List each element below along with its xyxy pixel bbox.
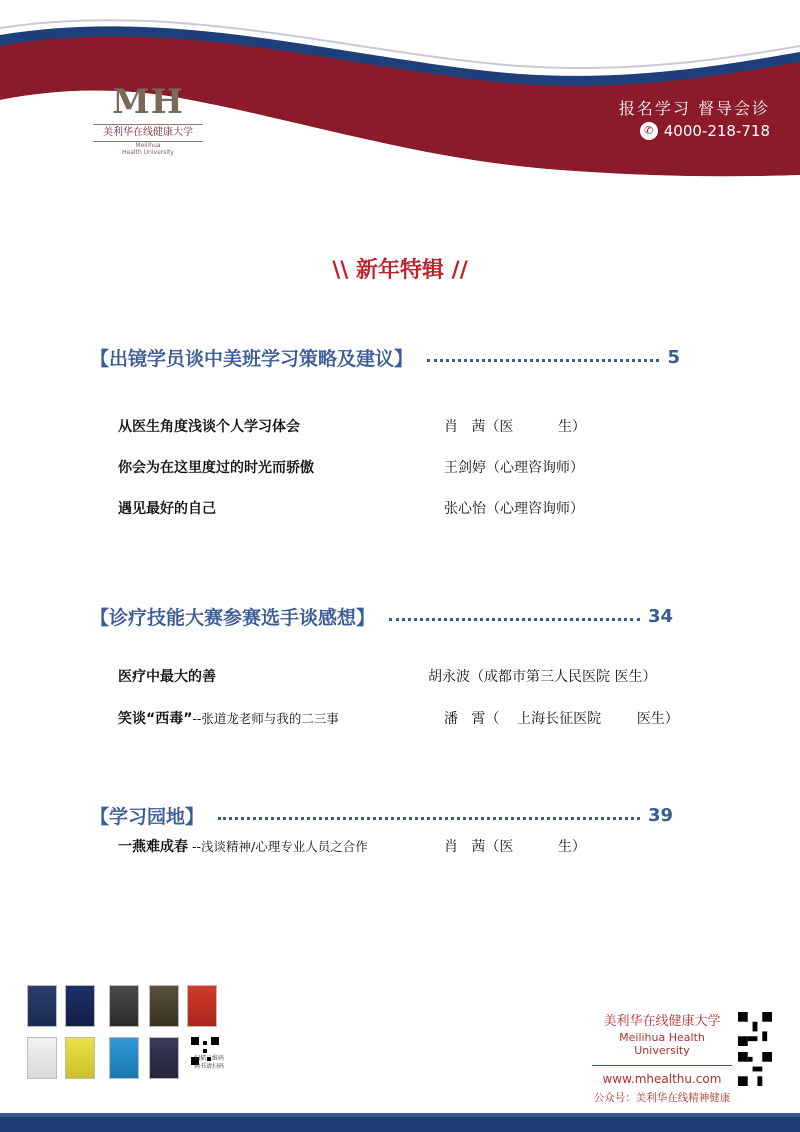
book-cover[interactable] — [65, 1037, 95, 1079]
toc-section[interactable] — [90, 601, 673, 631]
book-cover[interactable] — [27, 1037, 57, 1079]
header-phone[interactable] — [640, 122, 770, 140]
section-heading: 【学习园地】 — [90, 805, 205, 828]
footer-university-name: 美利华在线健康大学 — [603, 1014, 721, 1029]
dot-leader — [218, 817, 640, 820]
footer-wechat: 公众号：美利华在线精神健康 — [593, 1092, 731, 1104]
article-title: 从医生角度浅谈个人学习体会 — [118, 419, 300, 435]
book-cover[interactable] — [109, 985, 139, 1027]
section-page-number: 34 — [647, 605, 673, 627]
book-cover[interactable] — [187, 985, 217, 1027]
toc-article[interactable] — [0, 416, 800, 440]
header-slogan: 报名学习 督导会诊 — [618, 99, 770, 118]
article-subtitle: --浅谈精神/心理专业人员之合作 — [188, 839, 368, 854]
section-heading: 【诊疗技能大赛参赛选手谈感想】 — [90, 606, 376, 629]
logo-sub-text — [93, 142, 203, 156]
book-cover[interactable] — [109, 1037, 139, 1079]
qr-code-icon[interactable] — [738, 1012, 772, 1046]
toc-article[interactable] — [0, 666, 800, 690]
toc-article[interactable] — [0, 708, 800, 732]
article-subtitle: --张道龙老师与我的二三事 — [192, 711, 339, 726]
book-cover[interactable] — [149, 1037, 179, 1079]
phone-icon: ✆ — [640, 122, 658, 140]
toc-section[interactable] — [90, 800, 673, 830]
page-title: \\ 新年特辑 // — [332, 258, 468, 283]
university-logo — [93, 82, 203, 154]
book-thumbnails — [27, 985, 227, 1090]
article-author: 王剑婷（心理咨询师） — [444, 460, 584, 476]
book-cover[interactable] — [65, 985, 95, 1027]
phone-number: 4000-218-718 — [663, 122, 770, 140]
section-heading: 【出镜学员谈中美班学习策略及建议】 — [90, 347, 414, 370]
footer-website-link[interactable]: www.mhealthu.com — [602, 1072, 722, 1086]
logo-sub-line2: Health University — [122, 149, 174, 156]
article-author: 肖 茜（医 生） — [444, 419, 586, 435]
footer-bar — [0, 1113, 800, 1132]
toc-section[interactable] — [90, 342, 680, 372]
article-author: 胡永波（成都市第三人民医院 医生） — [428, 669, 657, 685]
logo-sub-line1: Meilihua — [135, 142, 161, 149]
book-cover[interactable] — [149, 985, 179, 1027]
article-title-main: 笑谈“西毒” — [118, 711, 193, 727]
article-title: 你会为在这里度过的时光而骄傲 — [118, 460, 314, 476]
qr-code-icon[interactable] — [738, 1052, 772, 1086]
dot-leader — [427, 359, 659, 362]
logo-mark: MH — [112, 82, 184, 122]
books-caption — [179, 1055, 239, 1071]
section-page-number: 39 — [647, 804, 673, 826]
footer-divider — [592, 1065, 732, 1066]
toc-article[interactable] — [0, 457, 800, 481]
books-caption-line1: 扫描二维码 — [193, 1055, 224, 1062]
logo-ribbon-text: 美利华在线健康大学 — [93, 124, 203, 142]
article-author: 肖 茜（医 生） — [444, 839, 586, 855]
section-page-number: 5 — [667, 346, 680, 368]
article-title — [118, 836, 368, 856]
dot-leader — [389, 618, 640, 621]
article-title — [118, 708, 339, 728]
book-cover[interactable] — [27, 985, 57, 1027]
footer-university-en: Meilihua Health University — [619, 1031, 705, 1057]
toc-article[interactable] — [0, 836, 800, 860]
toc-article[interactable] — [0, 498, 800, 522]
footer-university-info — [592, 1010, 732, 1105]
article-title-main: 一燕难成春 — [118, 839, 188, 855]
article-author: 潘 霄（ 上海长征医院 医生） — [444, 711, 679, 727]
article-title: 医疗中最大的善 — [118, 669, 216, 685]
article-author: 张心怡（心理咨询师） — [444, 501, 584, 517]
books-caption-line2: 购书请扫码 — [193, 1063, 224, 1070]
article-title: 遇见最好的自己 — [118, 501, 216, 517]
